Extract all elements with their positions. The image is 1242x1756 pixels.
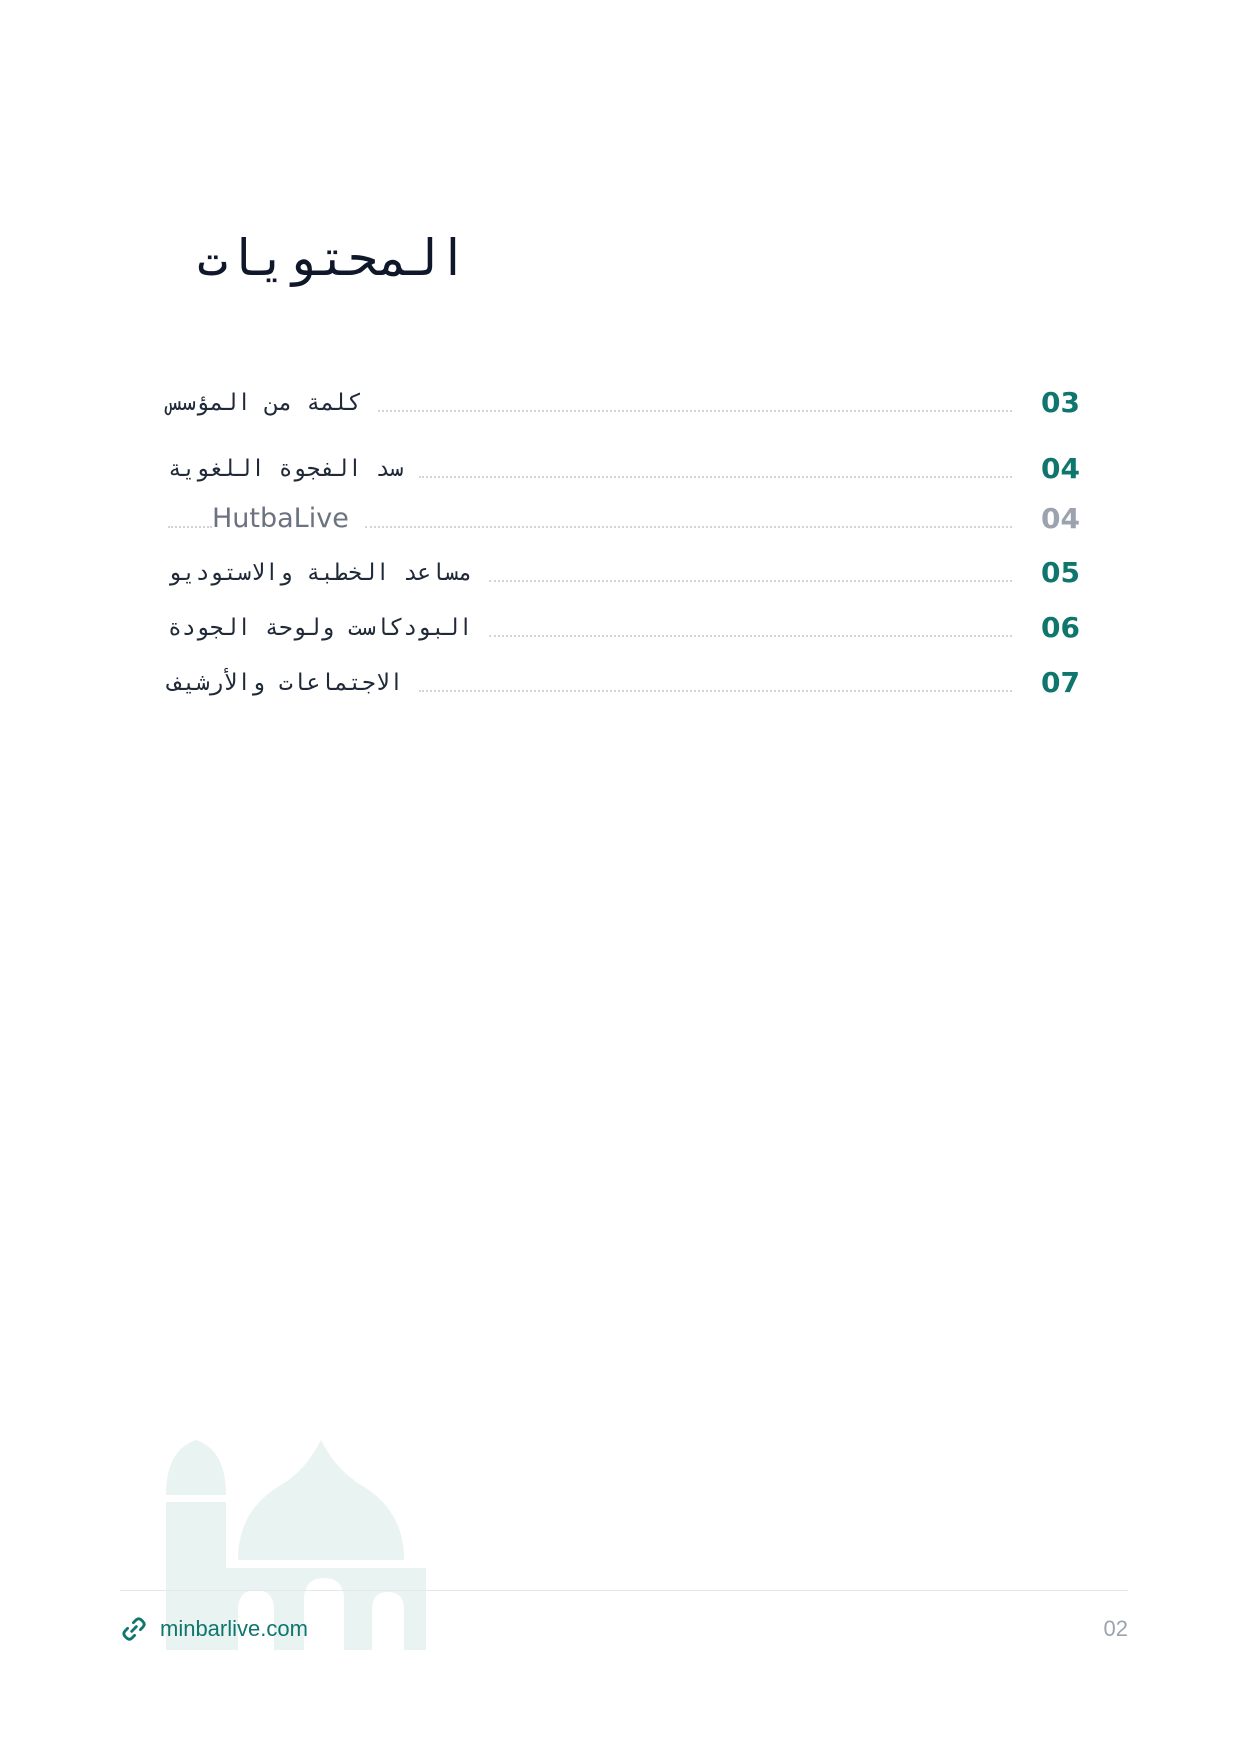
toc-item-title: مساعد الخطبة والاستوديو [168,560,473,586]
footer-url: minbarlive.com [160,1616,308,1641]
toc-leader-dots [365,525,1012,528]
toc-item-title: سد الفجوة اللغوية [168,456,404,482]
toc-row-podcast[interactable] [168,585,1080,645]
toc-row-studio[interactable] [168,530,1080,590]
toc-row-founder[interactable] [168,360,1080,420]
toc-page-number: 03 [1041,386,1080,419]
toc-item-title: كلمة من المؤسس [168,390,362,416]
page-title: المحتويات [197,229,468,287]
link-icon [120,1615,148,1643]
toc-leader-dots [489,634,1012,637]
toc-row-hutbalive[interactable] [168,476,1080,536]
toc-page-number: 07 [1041,666,1080,699]
footer-website-link[interactable] [120,1612,308,1646]
footer-divider [120,1590,1128,1591]
toc-page-number: 04 [1041,452,1080,485]
toc-item-title: HutbaLive [212,503,349,534]
toc-row-meetings[interactable] [168,640,1080,700]
toc-leader-dots [168,525,212,528]
page-number: 02 [1103,1616,1128,1641]
toc-item-title: الاجتماعات والأرشيف [168,670,404,696]
toc-item-title: البودكاست ولوحة الجودة [168,615,473,641]
toc-page-number: 05 [1041,556,1080,589]
toc-leader-dots [489,579,1012,582]
toc-leader-dots [378,409,1012,412]
toc-page-number: 04 [1041,502,1080,535]
toc-leader-dots [419,689,1012,692]
toc-page-number: 06 [1041,611,1080,644]
